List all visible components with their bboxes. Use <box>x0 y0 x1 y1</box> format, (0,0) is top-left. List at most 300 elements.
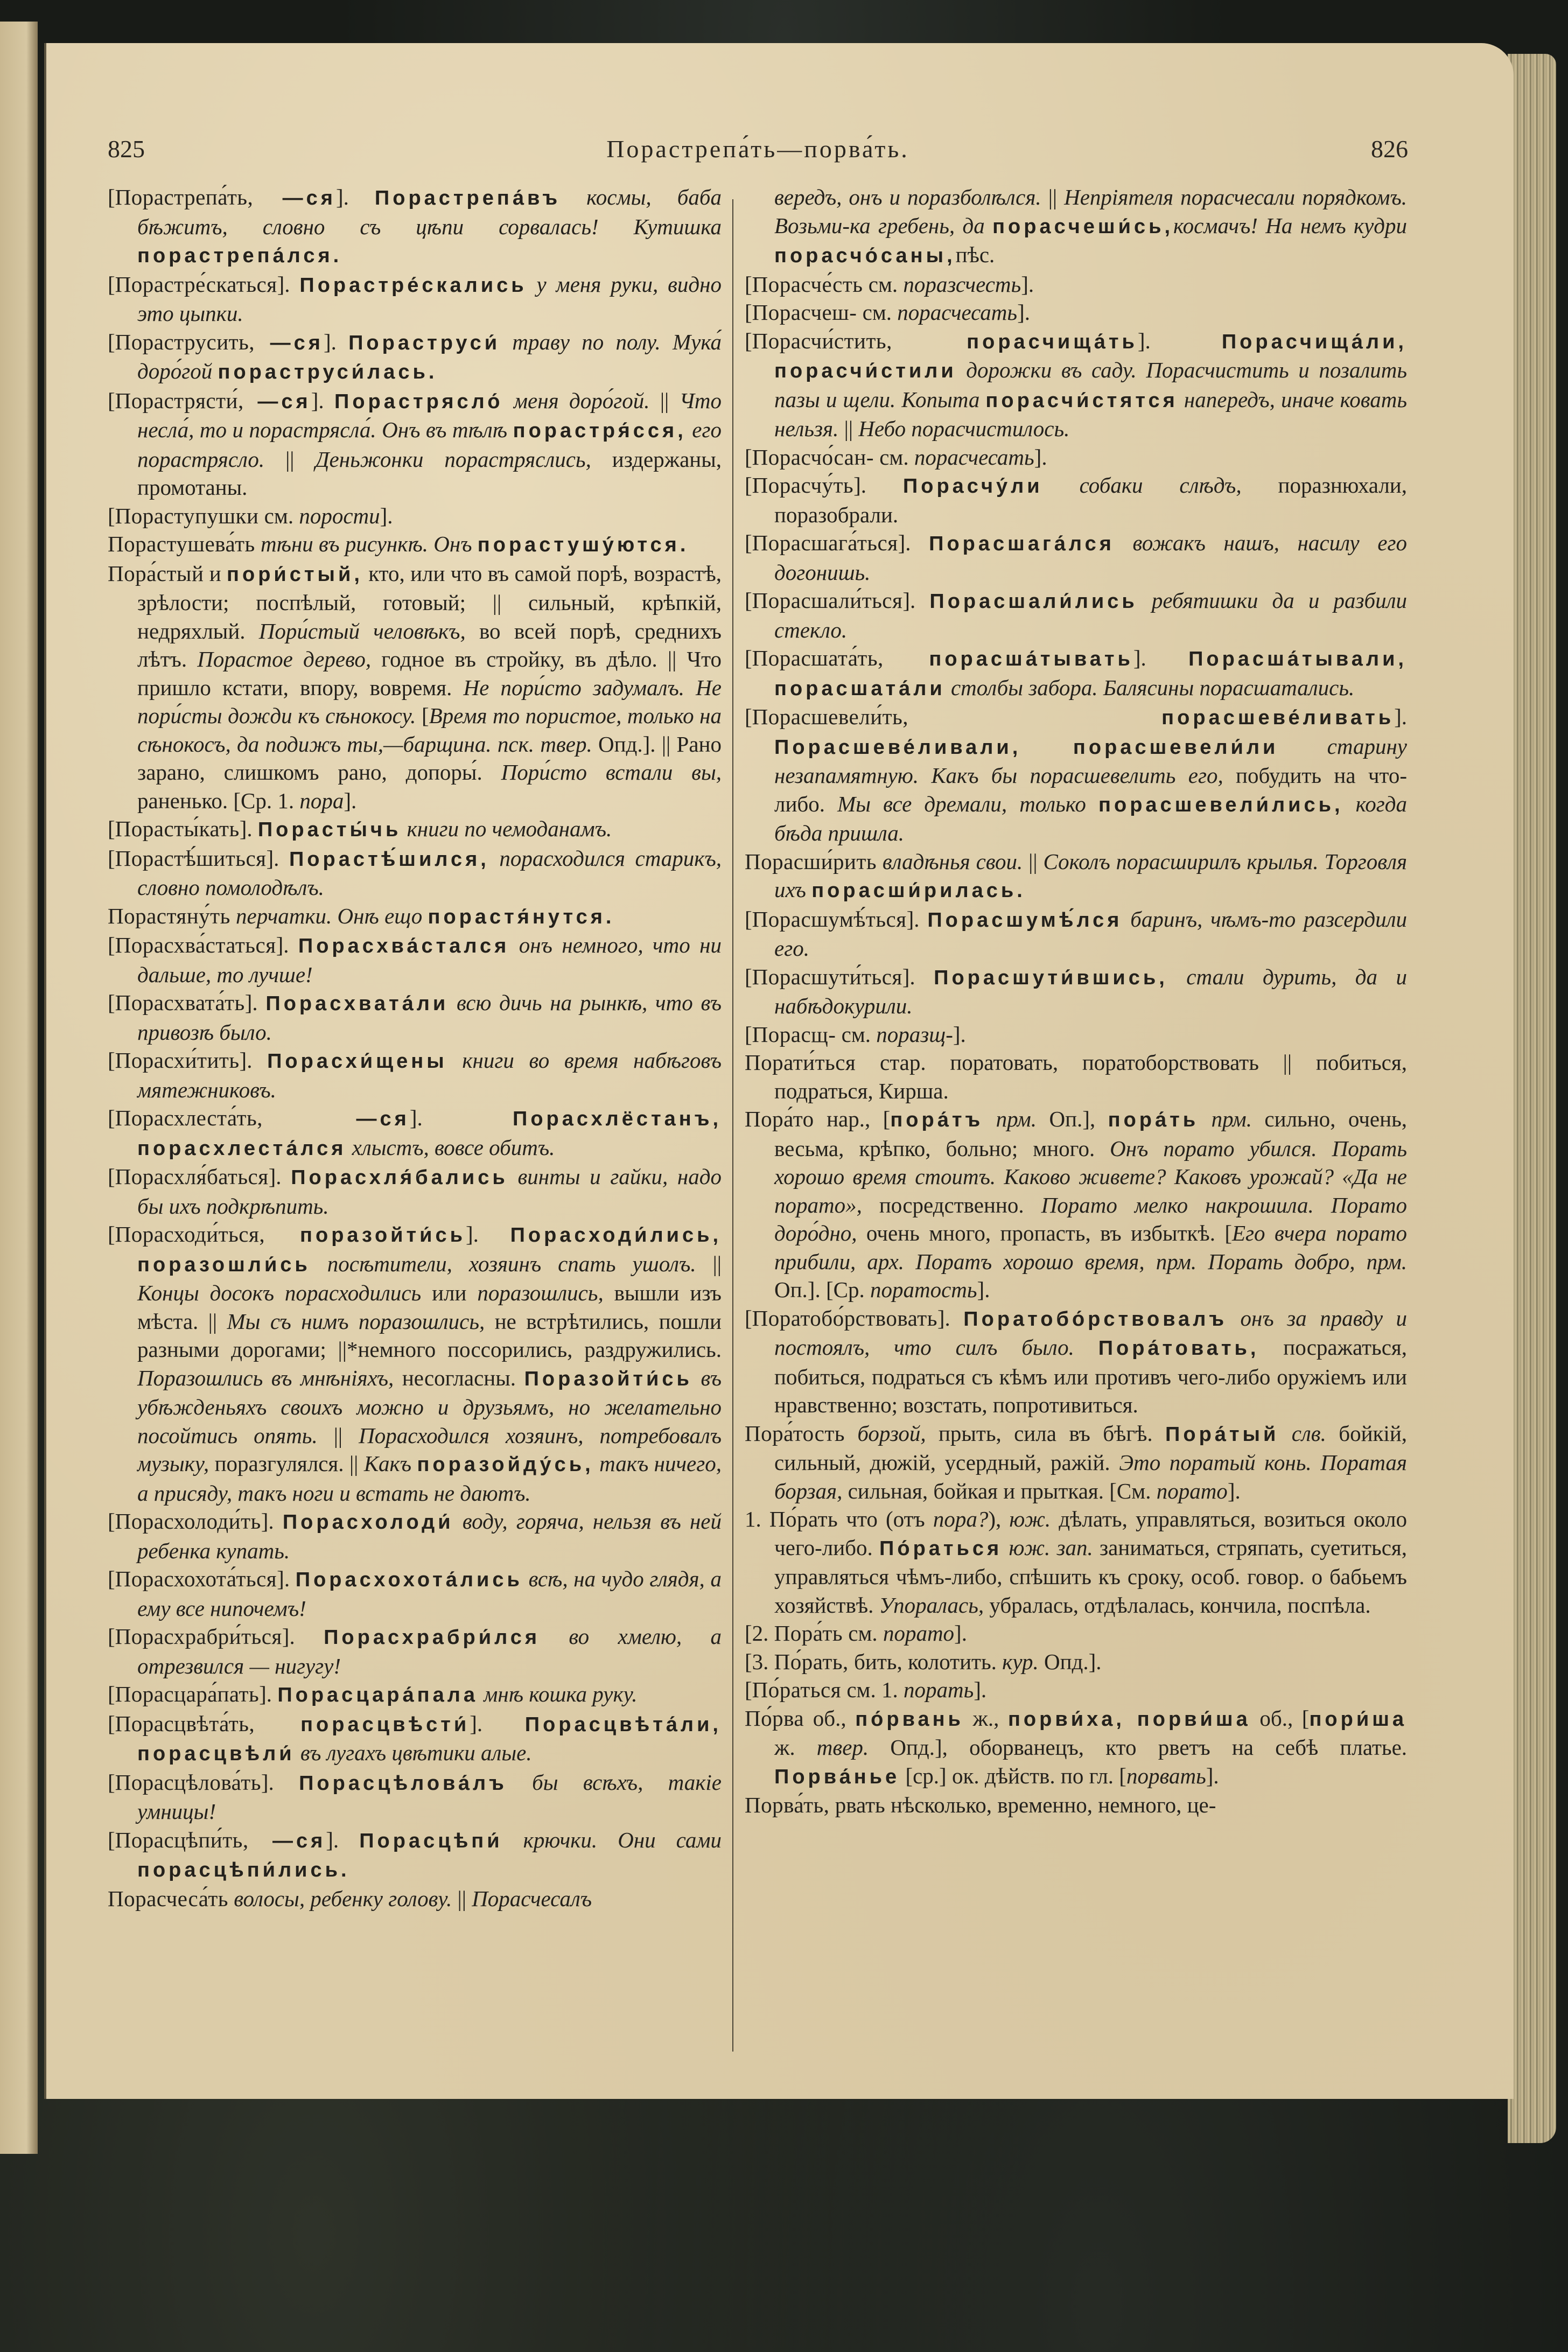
definition-text: ]. <box>977 1277 990 1302</box>
definition-text: [ <box>108 1682 115 1706</box>
definition-text: об., [ <box>1250 1705 1310 1731</box>
derived-form: поразойти́сь <box>265 1224 466 1247</box>
headword: Порасхля́баться <box>115 1164 269 1189</box>
definition-text: очень много, пропасть, въ избыткѣ. [ <box>857 1221 1232 1245</box>
example-text: такъ ничего, а присяду, такъ ноги и встать не даютъ. <box>137 1451 722 1506</box>
definition-text: ]. <box>239 816 258 841</box>
example-text: Порасчесалъ <box>472 1886 592 1911</box>
headword: Порасче́сть <box>752 271 863 297</box>
example-text: баринъ, чѣмъ-то разсердили его. <box>774 906 1407 961</box>
definition-text: [ <box>745 906 752 932</box>
dictionary-entry <box>108 1163 722 1220</box>
derived-form: пора́ть <box>1108 1109 1199 1131</box>
example-text: Не пори́сто задумалъ. Не пори́сты дожди къ сѣнокосу. <box>137 675 722 728</box>
example-text: вожакъ нашъ, насилу его догонишь. <box>774 530 1407 585</box>
derived-form: пори́стый, <box>227 563 363 586</box>
headword: Порасшумѣ́ться <box>752 906 907 932</box>
dictionary-entry <box>108 1220 722 1507</box>
headword: По́раться <box>752 1677 842 1702</box>
dictionary-entry <box>108 183 722 270</box>
definition-text: ]. <box>974 1677 987 1702</box>
definition-text: [ <box>108 845 115 871</box>
dictionary-entry <box>108 1680 722 1710</box>
headword: Порасшали́ться <box>752 588 903 613</box>
headword: Порасши́рить <box>745 849 877 874</box>
example-text: Его вчера порато прибили, арх. Поратъ хорошо время, прм. Порать добро, прм. <box>774 1221 1408 1274</box>
derived-form: Порасцѣпи́ <box>359 1829 503 1852</box>
example-text: Что несла́, то и порастрясла́. Онъ въ тѣлѣ <box>137 388 722 442</box>
definition-text: [ <box>108 1164 115 1189</box>
headword: Порасхохота́ться <box>115 1566 277 1591</box>
dictionary-entry <box>108 1710 722 1768</box>
example-text: воду, горяча, нельзя въ ней ребенка купать. <box>137 1509 722 1563</box>
definition-text: [ <box>745 444 752 470</box>
definition-text: ]. <box>261 1509 283 1534</box>
derived-form: Порасшути́вшись, <box>934 966 1168 989</box>
definition-text: [ <box>108 933 115 957</box>
dictionary-entry <box>108 387 722 502</box>
definition-text: Опд.]. <box>1038 1649 1102 1674</box>
running-title: Порастрепа́ть—порва́ть. <box>606 135 909 163</box>
dictionary-entry <box>745 644 1407 703</box>
example-text: Упоралась, <box>879 1592 984 1618</box>
definition-text: || <box>1041 185 1065 209</box>
definition-text: ]. <box>266 845 289 871</box>
dictionary-entry <box>745 529 1407 586</box>
derived-form: порасчи́стятся <box>985 389 1178 412</box>
derived-form: Порастрепа́въ <box>374 187 561 209</box>
dictionary-entry <box>108 1885 722 1913</box>
dictionary-entry <box>745 1020 1407 1049</box>
headword: Порастяну́ть <box>108 903 230 928</box>
headword: По́рать, <box>774 1649 849 1674</box>
definition-text: [ <box>108 503 115 528</box>
definition-text: [2. <box>745 1621 774 1646</box>
definition-text: || <box>838 416 859 441</box>
definition-text: посражаться, побиться, подраться съ кѣмъ или противъ чего-либо оружіемъ или нравственно; возстать, попротивиться. <box>774 1335 1408 1417</box>
definition-text: и <box>204 561 227 586</box>
derived-form: порасшевели́лись, <box>1098 793 1343 816</box>
dictionary-entry <box>108 502 722 530</box>
example-text: старину незапамятную. Какъ бы порасшевелить его, <box>774 733 1407 788</box>
definition-text: сильно, очень, весьма, крѣпко, больно; много. <box>774 1107 1408 1161</box>
dictionary-entry <box>745 1304 1407 1419</box>
dictionary-entry <box>108 328 722 387</box>
derived-form: Пора́товать, <box>1098 1337 1259 1360</box>
definition-text: об., <box>804 1705 856 1731</box>
example-text: онъ за правду и постоялъ, что силъ было. <box>774 1305 1408 1360</box>
definition-text: ]. <box>239 1048 268 1073</box>
example-text: юж. <box>1009 1507 1051 1531</box>
derived-form: Порасцвѣта́ли, порасцвѣли́ <box>137 1713 722 1765</box>
headword: Порасшата́ть, <box>752 646 884 670</box>
headword: Поратобо́рствовать <box>752 1305 937 1331</box>
example-text: Онъ порато убился. Порать хорошо время стоитъ. Каково живете? Каковъ урожай? «Да не порато», <box>774 1136 1407 1217</box>
definition-text: рвать нѣсколько, временно, немного, це- <box>829 1793 1216 1817</box>
derived-form: Поратобо́рствовалъ <box>963 1307 1228 1331</box>
definition-text: ]. <box>244 990 266 1015</box>
example-text: пора <box>299 788 344 813</box>
derived-form: Порасхва́стался <box>298 935 510 957</box>
definition-text: вышли изъ мѣста. || <box>137 1280 722 1334</box>
dictionary-entry <box>108 989 722 1046</box>
definition-text: см. <box>873 444 914 470</box>
definition-text: ]. <box>898 530 929 555</box>
right-column <box>745 183 1407 1819</box>
example-text: поратость <box>870 1277 977 1302</box>
example-text: порато <box>883 1621 955 1646</box>
definition-text: несогласны. <box>394 1365 524 1390</box>
definition-text: ]. <box>1034 444 1047 470</box>
headword: Пораступушки <box>115 503 259 528</box>
derived-form: порасцвѣсти́ <box>255 1713 470 1736</box>
definition-text: [ <box>745 1677 752 1702</box>
definition-text: ]. <box>902 964 934 989</box>
definition-text: [ср.] ок. дѣйств. по гл. [ <box>900 1763 1126 1788</box>
definition-text: [ <box>108 1624 115 1649</box>
example-text: стали дурить, да и набѣдокурили. <box>774 964 1407 1018</box>
dictionary-entry <box>745 443 1407 472</box>
dictionary-entry <box>108 1768 722 1826</box>
derived-form: по́рвань <box>855 1707 964 1731</box>
example-text: у меня руки, видно это цыпки. <box>137 271 722 326</box>
definition-text: ]. <box>259 1682 278 1706</box>
headword: Порасчу́ть <box>752 473 854 498</box>
dictionary-entry <box>745 1619 1407 1648</box>
definition-text: сильная, бойкая и прыткая. [См. <box>842 1478 1157 1503</box>
definition-text: ]. <box>1021 271 1034 297</box>
definition-text: [ <box>108 1048 115 1073</box>
derived-form: порастя́нутся. <box>428 905 615 928</box>
derived-form: Порасхвата́ли <box>265 992 449 1015</box>
definition-text: не встрѣтились, пошли разными дорогами; ||*немного поссорились, раздружились. <box>137 1308 722 1362</box>
dictionary-entry <box>745 1648 1407 1676</box>
headword: Порасцвѣта́ть, <box>115 1711 255 1736</box>
definition-text: || <box>264 446 316 472</box>
definition-text: ]. <box>466 1222 510 1247</box>
definition-text: 1. <box>745 1507 769 1531</box>
definition-text: ]. <box>953 1021 966 1047</box>
derived-form: Порва́нье <box>774 1765 900 1788</box>
headword: Порастрясти́, <box>115 388 244 413</box>
left-column <box>108 183 722 1913</box>
derived-form: порасшеве́ливать <box>908 706 1395 729</box>
example-text: посѣтители, хозяинъ спать ушолъ. <box>310 1251 696 1276</box>
derived-form: Поразойти́сь <box>524 1367 692 1390</box>
definition-text: [ <box>745 646 752 670</box>
definition-text: ж. <box>774 1735 817 1760</box>
definition-text: см. <box>863 271 904 297</box>
dictionary-entry <box>745 1704 1407 1791</box>
example-text: Соколъ порасширилъ крылья. Торговля ихъ <box>774 849 1408 902</box>
headword: Пора́то <box>745 1107 814 1131</box>
definition-text: нар., [ <box>814 1107 891 1131</box>
definition-text: кто, или что въ самой порѣ, возрастѣ, зрѣлости; поспѣлый, готовый; || сильный, крѣпкій, недряхлый. <box>137 561 722 643</box>
derived-form: Порасша́тывали, порасшата́ли <box>774 648 1407 700</box>
derived-form: Порасхлёстанъ, порасхлеста́лся <box>137 1108 722 1160</box>
definition-text: [ <box>108 388 115 413</box>
definition-text: пѣс. <box>955 242 995 267</box>
example-text: перчатки. Онѣ ещо <box>230 903 428 928</box>
derived-form: поразойду́сь, <box>417 1453 594 1476</box>
definition-text: ]. <box>1227 1478 1241 1503</box>
definition-text: [ <box>745 328 752 353</box>
definition-text: [ <box>745 1021 752 1047</box>
example-text: книги по чемоданамъ. <box>401 816 612 841</box>
example-text: собаки слѣдъ, <box>1042 473 1242 498</box>
definition-text: [ <box>416 703 429 728</box>
dictionary-entry <box>745 298 1407 327</box>
example-text: Поразошлись въ мнѣніяхъ, <box>137 1365 394 1390</box>
definition-text: [ <box>108 185 115 209</box>
headword: Порасшути́ться <box>752 964 902 989</box>
definition-text: || <box>649 388 680 413</box>
definition-text: [ <box>108 329 115 354</box>
dictionary-entry <box>108 1507 722 1565</box>
headword: Пораструсить, <box>115 329 255 354</box>
example-text: порасходился старикъ, словно помолодѣлъ. <box>137 845 722 900</box>
example-text: книги во время набѣговъ мятежниковъ. <box>137 1048 722 1102</box>
headword: Порасцѣпи́ть, <box>115 1827 249 1852</box>
derived-form: Порасходи́лись, поразошли́сь <box>137 1224 722 1276</box>
example-text: хлыстъ, вовсе обитъ. <box>346 1135 555 1160</box>
previous-page-edge <box>0 22 38 2154</box>
dictionary-entry <box>745 848 1407 905</box>
definition-text: ]. <box>1206 1763 1219 1788</box>
definition-text: [ <box>108 1566 115 1591</box>
headword: По́рать <box>769 1507 838 1531</box>
example-text: Деньжонки порастряслись, <box>315 446 591 472</box>
definition-text: [ <box>745 271 752 297</box>
example-text: крючки. Они сами <box>502 1827 722 1852</box>
definition-text: ]. <box>261 1769 299 1795</box>
dictionary-entry <box>745 586 1407 644</box>
example-text: поразсчесть <box>903 271 1021 297</box>
derived-form: порасши́рилась. <box>811 879 1026 902</box>
headword: Пора́тость <box>745 1420 845 1446</box>
example-text: Концы досокъ порасходились <box>137 1280 422 1305</box>
headword: Порасцѣлова́ть <box>115 1769 261 1795</box>
example-text: винты и гайки, надо бы ихъ подкрѣпить. <box>137 1164 722 1219</box>
headword: Порастре́скаться <box>115 271 277 297</box>
definition-text: убралась, отдѣлалась, кончила, поспѣла. <box>984 1592 1371 1618</box>
example-text: порать <box>903 1677 974 1702</box>
headword: Пора́стый <box>108 561 204 586</box>
derived-form: порасцѣпи́лись. <box>137 1859 350 1881</box>
example-text: слв. <box>1279 1420 1326 1446</box>
example-text: въ убѣжденьяхъ своихъ можно и друзьямъ, но желательно посойтись опять. <box>137 1365 722 1448</box>
definition-text: особ. говор. о бабьемъ хозяйствѣ. <box>774 1564 1407 1618</box>
definition-text: || <box>452 1886 472 1911</box>
derived-form: пори́ша <box>1309 1707 1408 1731</box>
headword: Порасщ- <box>752 1021 836 1047</box>
derived-form: Порастре́скались <box>299 274 527 297</box>
dictionary-entry <box>108 1104 722 1163</box>
definition-text: или <box>421 1280 478 1305</box>
definition-text: [ <box>745 300 752 325</box>
headword: Порва́ть, <box>745 1793 830 1817</box>
example-text: поразошлись, <box>477 1280 604 1305</box>
definition-text: см. <box>836 1021 877 1047</box>
headword: Порасшага́ться <box>752 530 898 555</box>
example-text: столбы забора. Балясины порасшатались. <box>945 675 1355 700</box>
derived-form: Порасцара́пала <box>277 1684 478 1706</box>
definition-text: ]. <box>277 271 300 297</box>
derived-form: Порасчу́ли <box>902 475 1043 498</box>
derived-form: Порасты́чь <box>257 818 402 841</box>
definition-text: || <box>1023 849 1044 874</box>
headword: Порасчо́сан- <box>752 444 874 470</box>
example-text: юж. зап. <box>1002 1535 1093 1560</box>
derived-form: порви́ха, порви́ша <box>1007 1707 1251 1731</box>
headword: Порастѣ́шиться <box>115 845 267 871</box>
example-text: космачъ! На немъ кудри <box>1173 213 1407 238</box>
example-text: мнѣ кошка руку. <box>478 1682 638 1706</box>
definition-text: издержаны, промотаны. <box>137 446 722 500</box>
example-text: Небо порасчистилось. <box>858 416 1070 441</box>
definition-text: [ <box>108 990 115 1015</box>
example-text: порости <box>299 503 380 528</box>
page-number-right: 826 <box>1371 135 1408 163</box>
definition-text: ]. <box>470 1711 525 1736</box>
definition-text: [ <box>108 1711 115 1736</box>
definition-text: бить, колотить. <box>848 1649 1003 1674</box>
definition-text: ]. <box>853 473 903 498</box>
example-text: порасчесать <box>897 300 1018 325</box>
definition-text: [ <box>108 1509 115 1534</box>
headword: Порасчи́стить, <box>752 328 892 353</box>
headword: Порасхва́статься <box>115 933 276 957</box>
definition-text: ]. <box>282 1624 324 1649</box>
example-text: прм. <box>983 1107 1037 1131</box>
headword: Порастушева́ть <box>108 531 255 556</box>
dictionary-entry <box>745 1048 1407 1105</box>
definition-text: ]. <box>380 503 393 528</box>
headword: Порасхвата́ть <box>115 990 245 1015</box>
dictionary-entry <box>745 183 1407 270</box>
derived-form: Порасчища́ли, порасчи́стили <box>774 330 1407 382</box>
headword: Порасты́кать <box>115 816 240 841</box>
example-text: Порато мелко накрошила. Порато доро́дно, <box>774 1192 1407 1245</box>
definition-text: ]. <box>326 1827 360 1852</box>
definition-text: [3. <box>745 1649 774 1674</box>
dictionary-entry <box>108 844 722 902</box>
definition-text: поразнюхали, поразобрали. <box>774 473 1407 527</box>
derived-form: Порасхохота́лись <box>295 1569 523 1591</box>
definition-text: [ <box>745 588 752 613</box>
example-text: владѣнья свои. <box>877 849 1023 874</box>
example-text: пора? <box>933 1507 989 1531</box>
derived-form: Пораструси́ <box>348 331 501 354</box>
dictionary-entry <box>108 1046 722 1104</box>
example-text: порвать <box>1126 1763 1206 1788</box>
headword: Порастрепа́ть, <box>115 185 254 209</box>
example-text: всю дичь на рынкѣ, что въ привозѣ было. <box>137 990 722 1045</box>
definition-text: см. 1. <box>841 1677 904 1702</box>
definition-text: [ <box>745 704 752 729</box>
derived-form: пора́тъ <box>890 1109 984 1131</box>
example-text: Пори́сто встали вы, <box>501 760 722 785</box>
derived-form: —ся <box>248 1829 326 1852</box>
dictionary-entry <box>745 1105 1407 1304</box>
definition-text: [ <box>108 1222 115 1247</box>
definition-text: Опд.], оборванецъ, кто рветъ на себѣ платье. <box>869 1735 1408 1760</box>
dictionary-entry <box>745 270 1407 299</box>
derived-form: По́раться <box>879 1537 1003 1560</box>
derived-form: —ся <box>243 390 311 413</box>
derived-form: Порасшали́лись <box>929 590 1138 613</box>
definition-text: [ <box>745 964 752 989</box>
example-text: Порасходился хозяинъ, потребовалъ музыку, <box>137 1423 722 1476</box>
example-text: всѣ, на чудо глядя, а ему все нипочемъ! <box>137 1566 722 1621</box>
definition-text: см. <box>857 300 898 325</box>
derived-form: порастрепа́лся. <box>137 244 342 267</box>
dictionary-entry <box>108 559 722 815</box>
headword: Пора́ть <box>774 1621 843 1646</box>
definition-text: Опд.]. || Рано зарано, слишкомъ рано, допоры́. <box>137 731 722 785</box>
example-text: напередъ, иначе ковать нельзя. <box>774 387 1407 441</box>
definition-text: [ <box>745 530 752 555</box>
headword: Порасхолоди́ть <box>115 1509 261 1534</box>
derived-form: Порасхля́бались <box>291 1166 508 1189</box>
derived-form: порасша́тывать <box>883 648 1133 670</box>
definition-text: [ <box>745 1305 752 1331</box>
definition-text: ]. <box>409 1105 513 1130</box>
definition-text: ]. <box>1137 328 1222 353</box>
example-text: ребятишки да и разбили стекло. <box>774 588 1407 642</box>
example-text: Это поратый конь. Поратая борзая, <box>774 1450 1407 1503</box>
page-header <box>108 135 1408 172</box>
headword: Порати́ться <box>745 1050 856 1075</box>
definition-text: заниматься, стряпать, суетиться, управляться чѣмъ-либо, спѣшить къ сроку, <box>774 1535 1407 1589</box>
definition-text: годное въ стройку, въ дѣло. || Что пришло кстати, впору, вовремя. <box>137 647 722 700</box>
definition-text: дѣлать, управляться, возиться около чего-либо. <box>774 1507 1408 1560</box>
dictionary-entry <box>745 1505 1407 1619</box>
headword: Порасчеса́ть <box>108 1886 228 1911</box>
dictionary-entry <box>108 530 722 559</box>
derived-form: Порасхолоди́ <box>282 1511 454 1534</box>
definition-text: ]. <box>323 329 349 354</box>
definition-text: побудить на что-либо. <box>774 763 1407 816</box>
page-number-left: 825 <box>108 135 145 163</box>
dictionary-entry <box>108 1622 722 1680</box>
example-text: борзой, <box>844 1420 926 1446</box>
definition-text: ]. <box>1394 704 1407 729</box>
definition-text: бойкій, сильный, дюжій, усердный, ражій. <box>774 1420 1408 1475</box>
book-page-edges <box>1508 54 1556 2143</box>
dictionary-entry <box>745 703 1407 848</box>
column-divider <box>732 199 733 2052</box>
definition-text: Оп.]. [Ср. <box>774 1277 870 1302</box>
example-text: онъ немного, что ни дальше, то лучше! <box>137 933 722 987</box>
dictionary-entry <box>108 1826 722 1885</box>
definition-text: ]. <box>1133 646 1189 670</box>
definition-text: [ <box>745 473 752 498</box>
definition-text: см. <box>843 1621 883 1646</box>
definition-text: во всей порѣ, среднихъ лѣтъ. <box>137 618 722 671</box>
definition-text: Оп.], <box>1037 1107 1108 1131</box>
definition-text: [ <box>108 816 115 841</box>
headword: Порасходи́ться, <box>115 1222 265 1247</box>
example-text: Порастое дерево, <box>197 647 372 671</box>
definition-text: [ <box>108 1769 115 1795</box>
derived-form: Порасхи́щены <box>267 1050 447 1073</box>
example-text: Время то пористое, только на сѣнокосъ, да подижъ ты,—барщина. пск. твер. <box>137 703 722 757</box>
definition-text: || <box>696 1251 722 1276</box>
example-text: въ лугахъ цвѣтики алые. <box>295 1740 532 1765</box>
derived-form: Порастѣ́шился, <box>289 848 489 871</box>
derived-form: порастушу́ются. <box>477 534 689 556</box>
